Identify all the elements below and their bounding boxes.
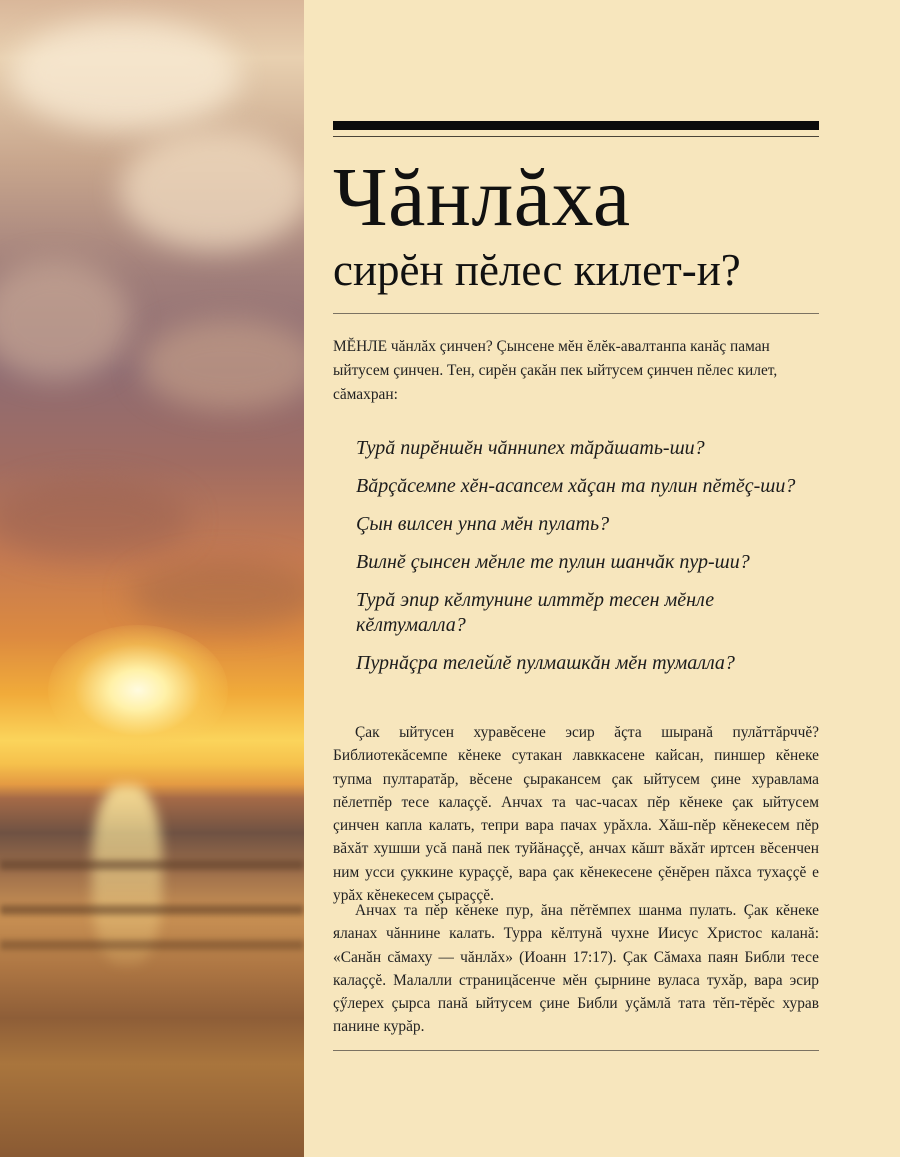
page-title — [333, 150, 833, 298]
cloud-shape — [130, 560, 304, 630]
title-line-2: сирĕн пĕлес килет-и? — [333, 245, 741, 295]
body-paragraph-1: Çак ыйтусен хуравĕсене эсир ăçта шыранă пулăттăрччĕ? Библиотекăсемпе кĕнеке сутакан лавккасене кайсан, пиншер кĕнеке тупма пултаратăр, вĕсене çыракансем çак ыйтусем çине хуравлама пĕлетпĕр тесе калаççĕ. Анчах та час-часах пĕр кĕнеке çак ыйтусем çинчен капла калать, тепри вара пачах урăхла. Хăш-пĕр кĕнекесем пĕр вăхăт хушши усă панă пек туйăнаççĕ, анчах кăшт вăхăт иртсен вĕсенчен ним усси çуккине кураççĕ, вара çак кĕнекесене çĕнĕрен пăхса тухаççĕ е урăх кĕнекесем çыраççĕ. — [333, 724, 819, 905]
wave-line — [0, 940, 304, 950]
question-item: Турă эпир кĕлтунине илттĕр тесен мĕнле кĕлтумалла? — [356, 589, 715, 636]
title-rule-thick — [333, 121, 819, 130]
question-item: Вилнĕ çынсен мĕнле те пулин шанчăк пур-ши? — [356, 551, 750, 573]
intro-paragraph: МĔНЛЕ чăнлăх çинчен? Çынсене мĕн ĕлĕк-авалтанпа канăç паман ыйтусем çинчен. Тен, сирĕн çакăн пек ыйтусем çинчен пĕлес килет, сăмахран: — [333, 338, 778, 403]
question-item: Вăрçăсемпе хĕн-асапсем хăçан та пулин пĕтĕç-ши? — [356, 475, 796, 497]
cloud-shape — [0, 260, 130, 380]
cloud-shape — [0, 480, 190, 560]
wave-line — [0, 860, 304, 870]
cloud-shape — [120, 130, 304, 250]
question-list — [356, 436, 826, 689]
divider-bottom — [333, 1050, 819, 1051]
cloud-shape — [140, 320, 304, 410]
title-line-1: Чăнлăха — [333, 151, 631, 244]
wave-line — [0, 905, 304, 915]
question-item: Пурнăçра телейлĕ пулмашкăн мĕн тумалла? — [356, 652, 735, 674]
sun-reflection — [92, 785, 162, 965]
title-rule-thin — [333, 136, 819, 137]
divider-under-title — [333, 313, 819, 314]
body-paragraph-2: Анчах та пĕр кĕнеке пур, ăна пĕтĕмпех шанма пулать. Çак кĕнеке яланах чăннине калать. Турра кĕлтунă чухне Иисус Христос каланă: «Санăн сăмаху — чăнлăх» (Иоанн 17:17). Çак Сăмаха паян Библи тесе калаççĕ. Малалли страницăсенче мĕн çырнине вуласа тухăр, вара эсир çӳлерех çырса панă ыйтусем çине Библи уçăмлă тата тĕп-тĕрĕс хурав панине курăр. — [333, 902, 819, 1036]
question-item: Турă пирĕншĕн чăннипех тăрăшать-ши? — [356, 437, 705, 459]
sunset-photo — [0, 0, 304, 1157]
cloud-shape — [10, 20, 240, 130]
sun-glow — [48, 625, 228, 755]
question-item: Çын вилсен унпа мĕн пулать? — [356, 513, 610, 535]
